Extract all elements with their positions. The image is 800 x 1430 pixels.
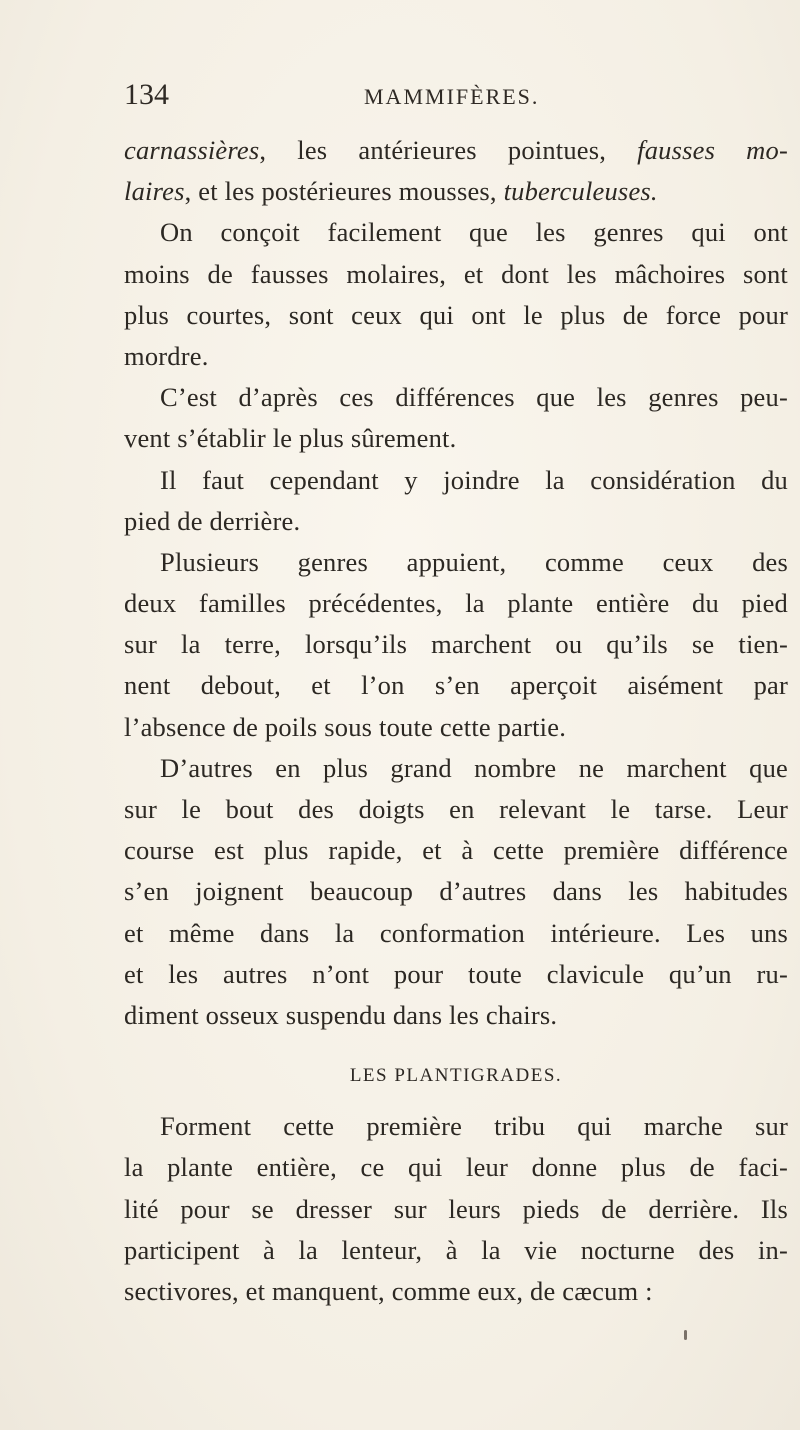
text-line: [124, 583, 788, 624]
text-segment: l’absence de poils sous toute cette partie.: [124, 711, 567, 742]
text-segment: mordre.: [124, 340, 209, 371]
text-segment: On conçoit facilement que les genres qui ont: [160, 217, 788, 248]
text-line: [124, 130, 788, 171]
text-line: [124, 1189, 788, 1230]
text-segment: moins de fausses molaires, et dont les mâchoires sont: [124, 258, 788, 289]
text-line: [124, 418, 788, 459]
italic-text: carnassières: [124, 135, 260, 165]
italic-text: tuberculeuses.: [503, 176, 658, 207]
text-line: [124, 789, 788, 830]
text-line: [124, 377, 788, 418]
paragraph: [124, 748, 788, 1036]
text-segment: la plante entière, ce qui leur donne plus de faci-: [124, 1152, 788, 1183]
section-heading: LES PLANTIGRADES.: [349, 1065, 563, 1087]
text-line: [124, 254, 788, 295]
text-segment: sectivores, et manquent, comme eux, de cæcum :: [124, 1275, 653, 1306]
paragraph: [124, 460, 788, 542]
paragraph: [124, 1106, 788, 1312]
text-line: [124, 542, 788, 583]
text-line: [124, 171, 788, 212]
paragraph: [124, 130, 788, 212]
text-segment: s’en joignent beaucoup d’autres dans les habitudes: [124, 876, 788, 907]
text-segment: C’est d’après ces différences que les genres peu-: [160, 382, 788, 413]
paper-speck: [684, 1330, 687, 1340]
text-line: [124, 995, 788, 1036]
paragraph: [124, 377, 788, 459]
italic-text: fausses mo-: [637, 135, 788, 165]
page-number: 134: [124, 78, 169, 111]
text-segment: sur le bout des doigts en relevant le tarse. Leur: [124, 794, 788, 824]
text-segment: et même dans la conformation intérieure. Les uns: [124, 917, 788, 948]
text-segment: plus courtes, sont ceux qui ont le plus de force pour: [124, 299, 788, 330]
text-line: [124, 295, 788, 336]
italic-text: laires: [124, 176, 185, 207]
text-line: [124, 212, 788, 253]
text-segment: nent debout, et l’on s’en aperçoit aisément par: [124, 670, 788, 701]
page-header: [124, 78, 790, 118]
text-line: [124, 501, 788, 542]
text-segment: , les antérieures pointues,: [259, 135, 638, 165]
text-line: [124, 871, 788, 912]
text-line: [124, 1106, 788, 1147]
text-segment: course est plus rapide, et à cette première différence: [124, 835, 788, 866]
text-line: [124, 830, 788, 871]
paragraph: [124, 542, 788, 748]
text-segment: Il faut cependant y joindre la considération du: [160, 464, 788, 495]
text-line: [124, 1147, 788, 1188]
text-segment: D’autres en plus grand nombre ne marchent que: [160, 752, 788, 783]
paragraph: [124, 212, 788, 377]
text-line: [124, 460, 788, 501]
text-segment: pied de derrière.: [124, 505, 301, 536]
text-segment: vent s’établir le plus sûrement.: [124, 423, 457, 454]
text-segment: , et les postérieures mousses,: [184, 176, 504, 207]
text-segment: et les autres n’ont pour toute clavicule qu’un ru-: [124, 958, 788, 989]
text-segment: deux familles précédentes, la plante entière du pied: [124, 588, 788, 619]
text-segment: diment osseux suspendu dans les chairs.: [124, 999, 558, 1030]
text-segment: Forment cette première tribu qui marche sur: [160, 1111, 788, 1142]
running-head: MAMMIFÈRES.: [364, 84, 540, 109]
page-body: [124, 130, 788, 1312]
text-line: [124, 624, 788, 665]
text-segment: Plusieurs genres appuient, comme ceux des: [160, 546, 788, 577]
text-line: [124, 336, 788, 377]
text-segment: lité pour se dresser sur leurs pieds de derrière. Ils: [124, 1193, 788, 1224]
text-line: [124, 1230, 788, 1271]
text-line: [124, 707, 788, 748]
text-line: [124, 954, 788, 995]
text-line: [124, 748, 788, 789]
text-segment: participent à la lenteur, à la vie nocturne des in-: [124, 1234, 788, 1265]
text-segment: sur la terre, lorsqu’ils marchent ou qu’ils se tien-: [124, 629, 788, 660]
text-line: [124, 665, 788, 706]
text-line: [124, 1271, 788, 1312]
text-line: [124, 913, 788, 954]
